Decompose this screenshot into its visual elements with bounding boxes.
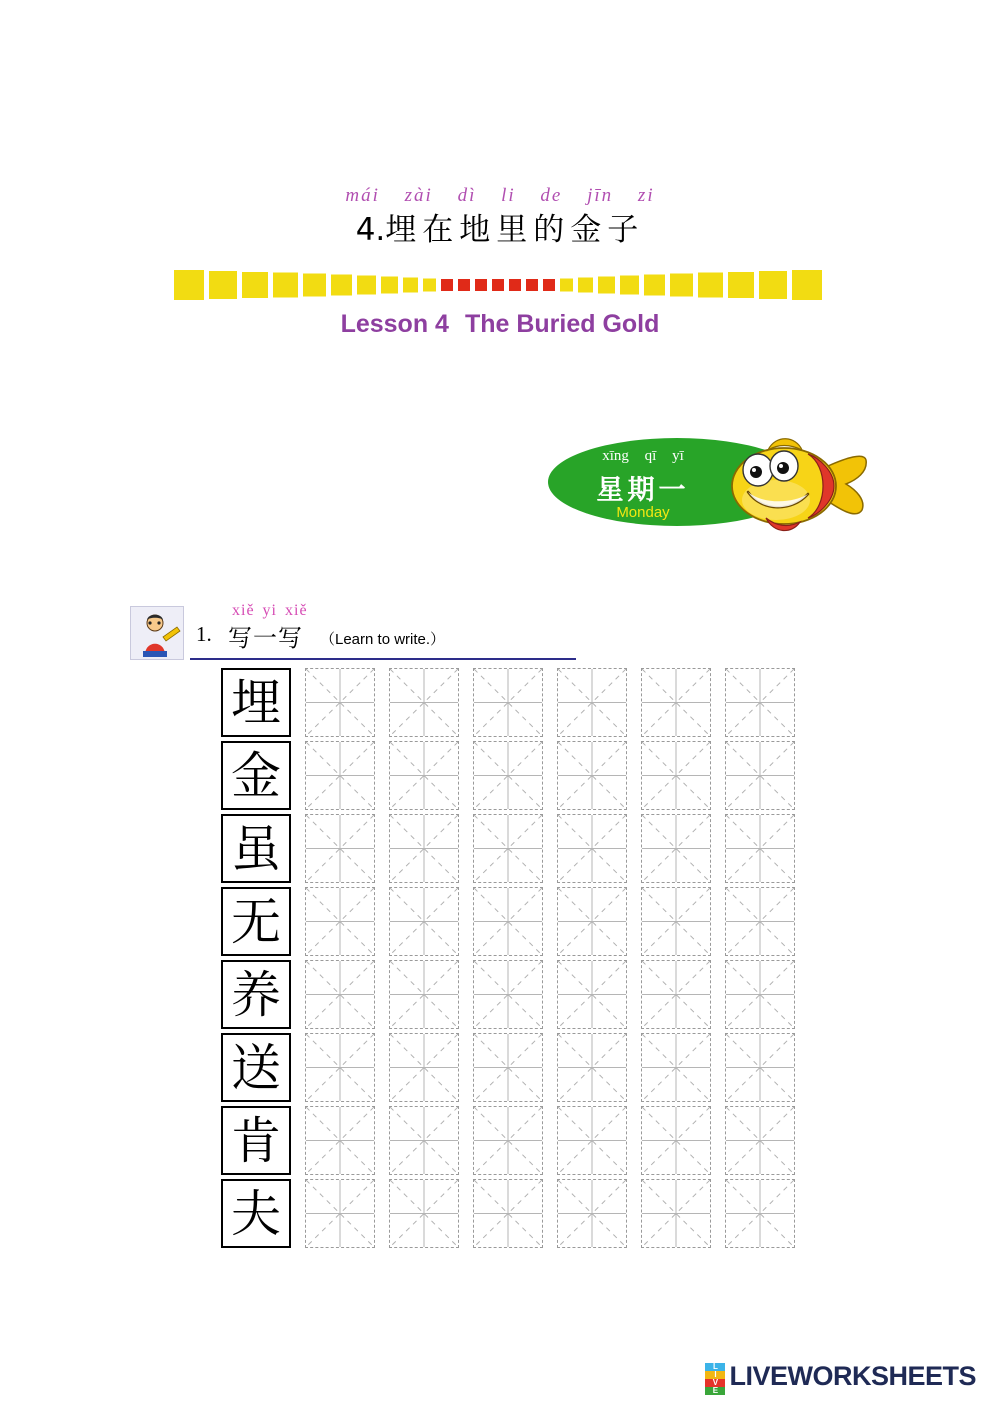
divider-square bbox=[644, 275, 665, 296]
decorative-divider bbox=[174, 263, 827, 307]
practice-cell[interactable] bbox=[473, 1106, 543, 1175]
model-character: 无 bbox=[231, 892, 281, 951]
grid-guides bbox=[558, 815, 626, 882]
practice-cell[interactable] bbox=[389, 887, 459, 956]
grid-guides bbox=[474, 961, 542, 1028]
title-block bbox=[0, 185, 1000, 250]
grid-guides bbox=[726, 961, 794, 1028]
practice-cell[interactable] bbox=[305, 668, 375, 737]
grid-guides bbox=[306, 888, 374, 955]
grid-guides bbox=[474, 888, 542, 955]
divider-square bbox=[458, 279, 470, 291]
grid-guides bbox=[558, 669, 626, 736]
grid-guides bbox=[306, 1107, 374, 1174]
day-label-cn: 星期一 bbox=[596, 475, 690, 506]
divider-square bbox=[475, 279, 487, 291]
exercise-pinyin-0: xiě bbox=[232, 602, 255, 619]
grid-guides bbox=[726, 742, 794, 809]
model-character-cell bbox=[221, 887, 291, 956]
divider-square bbox=[698, 273, 723, 298]
practice-cell[interactable] bbox=[557, 887, 627, 956]
exercise-pinyin-2: xiě bbox=[285, 602, 308, 619]
practice-cell[interactable] bbox=[725, 1179, 795, 1248]
grid-guides bbox=[642, 742, 710, 809]
practice-cell[interactable] bbox=[725, 1106, 795, 1175]
writing-practice-grid bbox=[221, 668, 809, 1252]
grid-guides bbox=[306, 742, 374, 809]
practice-cell[interactable] bbox=[641, 960, 711, 1029]
liveworksheets-logo bbox=[705, 1359, 976, 1393]
practice-cell[interactable] bbox=[305, 960, 375, 1029]
divider-square bbox=[728, 272, 754, 298]
model-character-cell bbox=[221, 1033, 291, 1102]
page-title bbox=[0, 211, 1000, 250]
practice-cell[interactable] bbox=[557, 960, 627, 1029]
model-character-cell bbox=[221, 814, 291, 883]
practice-cell[interactable] bbox=[389, 814, 459, 883]
grid-row bbox=[221, 741, 809, 814]
practice-cell[interactable] bbox=[557, 814, 627, 883]
grid-guides bbox=[642, 961, 710, 1028]
grid-guides bbox=[726, 888, 794, 955]
practice-cell[interactable] bbox=[725, 668, 795, 737]
title-pinyin-4: de bbox=[540, 185, 563, 206]
practice-cell[interactable] bbox=[557, 741, 627, 810]
grid-guides bbox=[726, 1034, 794, 1101]
model-character-cell bbox=[221, 960, 291, 1029]
practice-cell[interactable] bbox=[305, 1033, 375, 1102]
grid-guides bbox=[390, 888, 458, 955]
title-pinyin-5: jīn bbox=[587, 185, 614, 206]
practice-cell[interactable] bbox=[473, 887, 543, 956]
grid-guides bbox=[306, 1180, 374, 1247]
practice-cell[interactable] bbox=[389, 960, 459, 1029]
title-pinyin-1: zài bbox=[404, 185, 433, 206]
grid-guides bbox=[558, 1034, 626, 1101]
grid-guides bbox=[306, 1034, 374, 1101]
practice-cell[interactable] bbox=[725, 814, 795, 883]
divider-square bbox=[670, 274, 693, 297]
practice-cell[interactable] bbox=[641, 814, 711, 883]
exercise-underline bbox=[190, 658, 576, 660]
grid-row bbox=[221, 668, 809, 741]
practice-cell[interactable] bbox=[557, 1106, 627, 1175]
grid-guides bbox=[474, 1107, 542, 1174]
divider-square bbox=[423, 279, 436, 292]
lesson-label: Lesson 4 bbox=[340, 310, 449, 338]
day-pinyin-2: yī bbox=[672, 448, 684, 464]
model-character-cell bbox=[221, 1179, 291, 1248]
model-character-cell bbox=[221, 1106, 291, 1175]
grid-guides bbox=[642, 669, 710, 736]
divider-square bbox=[209, 271, 237, 299]
model-character: 夫 bbox=[231, 1184, 281, 1243]
practice-cell[interactable] bbox=[389, 741, 459, 810]
divider-square bbox=[174, 270, 204, 300]
grid-guides bbox=[390, 815, 458, 882]
practice-cell[interactable] bbox=[473, 1179, 543, 1248]
logo-letter-v: V bbox=[705, 1379, 725, 1387]
grid-guides bbox=[558, 742, 626, 809]
practice-cell[interactable] bbox=[725, 887, 795, 956]
grid-guides bbox=[306, 669, 374, 736]
exercise-title-cn: 写一写 bbox=[228, 624, 303, 652]
practice-cell[interactable] bbox=[557, 1033, 627, 1102]
practice-cell[interactable] bbox=[389, 1106, 459, 1175]
day-label-en: Monday bbox=[616, 504, 670, 521]
practice-cell[interactable] bbox=[305, 814, 375, 883]
practice-cell[interactable] bbox=[473, 960, 543, 1029]
grid-guides bbox=[390, 1180, 458, 1247]
lesson-title-en: The Buried Gold bbox=[464, 310, 660, 338]
grid-guides bbox=[642, 1107, 710, 1174]
grid-guides bbox=[558, 888, 626, 955]
divider-square bbox=[620, 276, 639, 295]
divider-square bbox=[578, 278, 593, 293]
practice-cell[interactable] bbox=[725, 960, 795, 1029]
grid-guides bbox=[474, 1034, 542, 1101]
practice-cell[interactable] bbox=[473, 1033, 543, 1102]
practice-cell[interactable] bbox=[725, 741, 795, 810]
practice-cell[interactable] bbox=[557, 1179, 627, 1248]
grid-row bbox=[221, 1179, 809, 1252]
title-cn: 埋在地里的金子 bbox=[385, 212, 645, 248]
grid-guides bbox=[726, 1180, 794, 1247]
grid-guides bbox=[474, 742, 542, 809]
divider-square bbox=[792, 270, 822, 300]
model-character-cell bbox=[221, 741, 291, 810]
practice-cell[interactable] bbox=[641, 887, 711, 956]
practice-cell[interactable] bbox=[641, 1033, 711, 1102]
exercise-title-en: （Learn to write.） bbox=[320, 631, 446, 648]
divider-square bbox=[526, 279, 538, 291]
practice-cell[interactable] bbox=[305, 1179, 375, 1248]
divider-square bbox=[759, 271, 787, 299]
grid-guides bbox=[390, 1034, 458, 1101]
grid-guides bbox=[726, 815, 794, 882]
model-character: 肯 bbox=[231, 1111, 281, 1170]
divider-square bbox=[357, 276, 376, 295]
grid-row bbox=[221, 814, 809, 887]
grid-row bbox=[221, 1106, 809, 1179]
practice-cell[interactable] bbox=[641, 668, 711, 737]
grid-guides bbox=[306, 815, 374, 882]
grid-guides bbox=[642, 1034, 710, 1101]
day-pinyin-0: xīng bbox=[602, 448, 629, 464]
practice-cell[interactable] bbox=[473, 668, 543, 737]
logo-letter-l: L bbox=[705, 1363, 725, 1371]
title-number: 4. bbox=[355, 212, 386, 248]
title-pinyin-3: li bbox=[501, 185, 516, 206]
practice-cell[interactable] bbox=[725, 1033, 795, 1102]
model-character: 金 bbox=[231, 746, 281, 805]
title-pinyin bbox=[0, 185, 1000, 207]
practice-cell[interactable] bbox=[305, 741, 375, 810]
practice-cell[interactable] bbox=[641, 1106, 711, 1175]
boy-writing-icon bbox=[130, 606, 184, 660]
divider-square bbox=[441, 279, 453, 291]
model-character: 养 bbox=[231, 965, 281, 1024]
divider-square bbox=[331, 275, 352, 296]
divider-square bbox=[598, 277, 615, 294]
grid-guides bbox=[558, 1107, 626, 1174]
day-pinyin-1: qī bbox=[644, 448, 657, 464]
logo-badge bbox=[705, 1362, 725, 1395]
exercise-heading bbox=[130, 600, 560, 662]
grid-guides bbox=[474, 815, 542, 882]
grid-guides bbox=[390, 742, 458, 809]
practice-cell[interactable] bbox=[473, 741, 543, 810]
exercise-number: 1. bbox=[196, 622, 212, 646]
logo-letter-i: I bbox=[705, 1371, 725, 1379]
grid-row bbox=[221, 1033, 809, 1106]
divider-square bbox=[560, 279, 573, 292]
grid-guides bbox=[390, 669, 458, 736]
lesson-subtitle bbox=[0, 310, 1000, 339]
practice-cell[interactable] bbox=[557, 668, 627, 737]
divider-square bbox=[273, 273, 298, 298]
model-character: 埋 bbox=[231, 673, 281, 732]
practice-cell[interactable] bbox=[389, 1179, 459, 1248]
divider-square bbox=[492, 279, 504, 291]
practice-cell[interactable] bbox=[389, 1033, 459, 1102]
model-character: 送 bbox=[231, 1038, 281, 1097]
practice-cell[interactable] bbox=[641, 1179, 711, 1248]
fish-icon bbox=[696, 430, 868, 545]
grid-guides bbox=[642, 888, 710, 955]
grid-guides bbox=[390, 961, 458, 1028]
grid-guides bbox=[642, 815, 710, 882]
divider-square bbox=[242, 272, 268, 298]
logo-text: LIVEWORKSHEETS bbox=[729, 1360, 976, 1391]
divider-square bbox=[509, 279, 521, 291]
divider-square bbox=[543, 279, 555, 291]
practice-cell[interactable] bbox=[389, 668, 459, 737]
grid-guides bbox=[474, 1180, 542, 1247]
title-pinyin-0: mái bbox=[345, 185, 380, 206]
grid-guides bbox=[558, 1180, 626, 1247]
grid-guides bbox=[474, 669, 542, 736]
exercise-pinyin-1: yi bbox=[262, 602, 277, 619]
grid-guides bbox=[726, 1107, 794, 1174]
title-pinyin-2: dì bbox=[457, 185, 477, 206]
grid-guides bbox=[390, 1107, 458, 1174]
grid-guides bbox=[558, 961, 626, 1028]
grid-guides bbox=[642, 1180, 710, 1247]
practice-cell[interactable] bbox=[305, 887, 375, 956]
model-character-cell bbox=[221, 668, 291, 737]
practice-cell[interactable] bbox=[305, 1106, 375, 1175]
title-pinyin-6: zi bbox=[637, 185, 655, 206]
model-character: 虽 bbox=[231, 819, 281, 878]
practice-cell[interactable] bbox=[641, 741, 711, 810]
divider-square bbox=[403, 278, 418, 293]
practice-cell[interactable] bbox=[473, 814, 543, 883]
divider-square bbox=[303, 274, 326, 297]
grid-guides bbox=[726, 669, 794, 736]
grid-row bbox=[221, 960, 809, 1033]
grid-guides bbox=[306, 961, 374, 1028]
day-banner bbox=[548, 430, 868, 545]
grid-row bbox=[221, 887, 809, 960]
logo-letter-e: E bbox=[705, 1387, 725, 1395]
divider-square bbox=[381, 277, 398, 294]
